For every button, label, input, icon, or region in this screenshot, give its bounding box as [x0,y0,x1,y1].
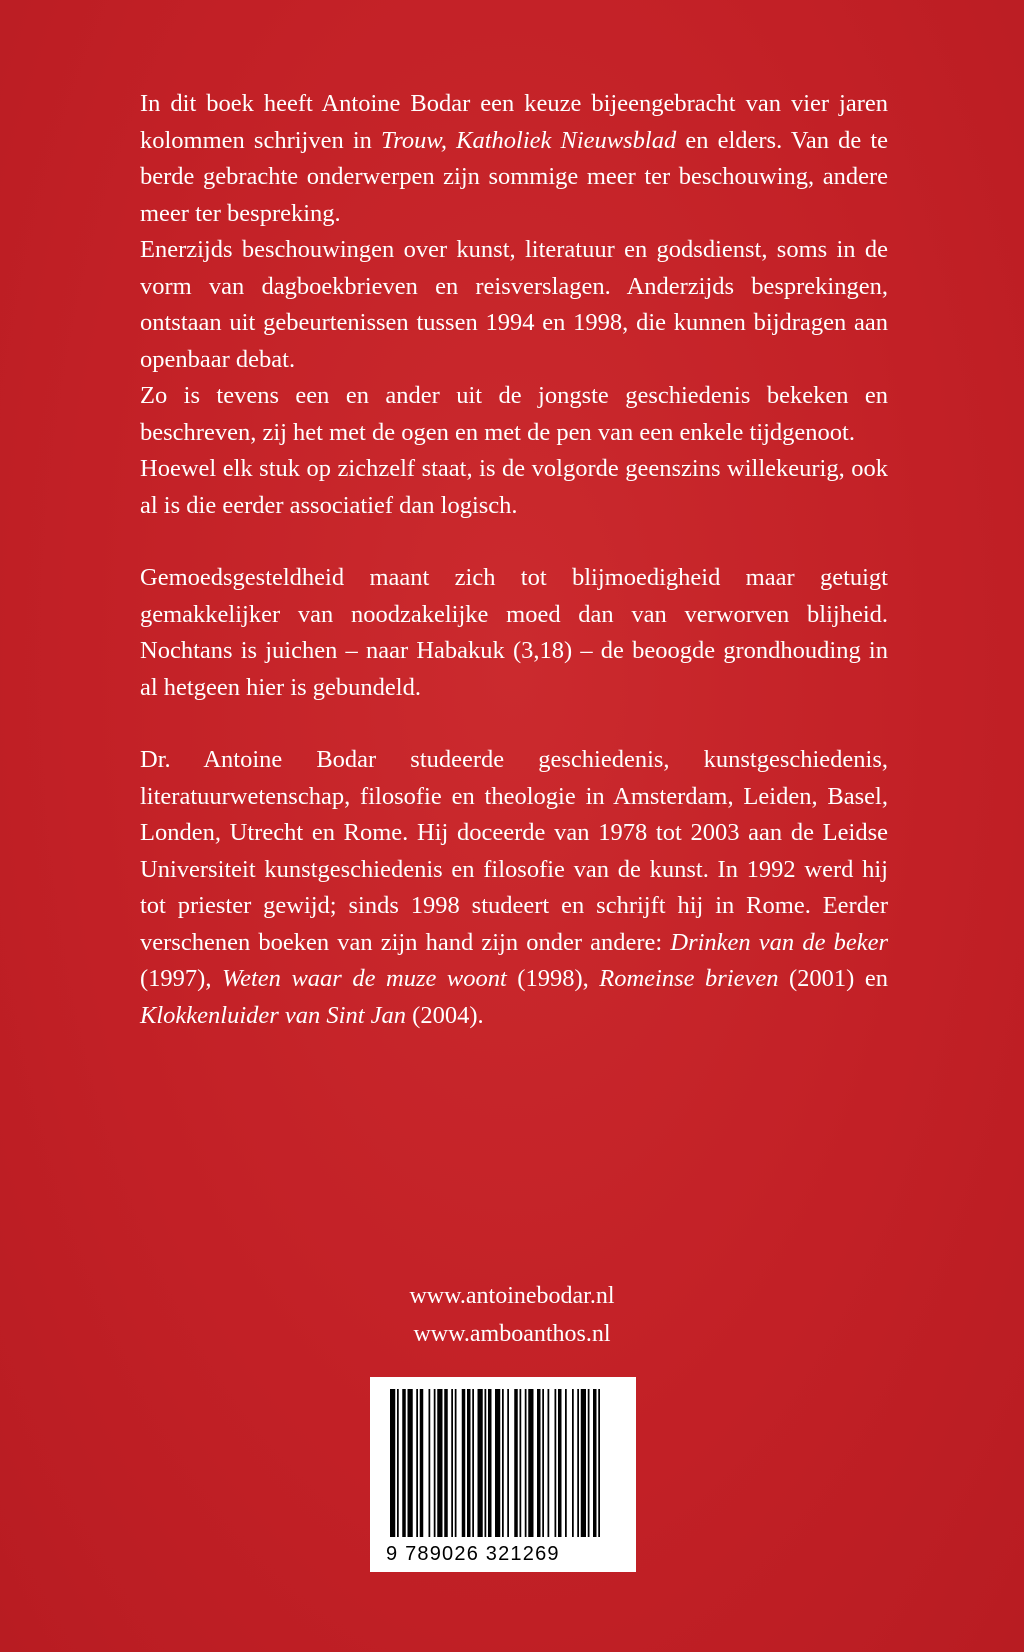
barcode-bar [495,1389,500,1537]
barcode-bar [485,1389,487,1537]
barcode-bar [525,1389,527,1537]
publisher-website[interactable]: www.amboanthos.nl [413,1321,611,1347]
barcode-bars [390,1389,600,1537]
blurb-text [140,86,888,1034]
barcode-bar [402,1389,406,1537]
barcode-bar [514,1389,518,1537]
barcode-bar [467,1389,471,1537]
barcode-bar [420,1389,424,1537]
paragraph: Dr. Antoine Bodar studeerde geschiedenis, kunstgeschiedenis, literatuurwetenschap, filosofie en theologie in Amsterdam, Leiden, Basel, Londen, Utrecht en Rome. Hij doceerde van 1978 tot 2003 aan de Leidse Universiteit kunstgeschiedenis en filosofie van de kunst. In 1992 werd hij tot priester gewijd; sinds 1998 studeert en schrijft hij in Rome. Eerder verschenen boeken van zijn hand zijn onder andere: Drinken van de beker (1997), Weten waar de muze woont (1998), Romeinse brieven (2001) en Klokkenluider van Sint Jan (2004). [140,746,888,1029]
barcode-bar [528,1389,533,1537]
barcode-bar [555,1389,557,1537]
barcode-bar [507,1389,509,1537]
barcode-bar [408,1389,413,1537]
barcode-bar [542,1389,544,1537]
title-italic: Weten waar de muze woont [221,965,507,992]
barcode-bar [416,1389,418,1537]
isbn-barcode [370,1377,636,1572]
barcode-bar [488,1389,492,1537]
barcode-bar [462,1389,466,1537]
paragraph-gap [140,706,888,742]
barcode-bar [434,1389,436,1537]
barcode-bar [397,1389,399,1537]
barcode-bar [537,1389,541,1537]
barcode-bar [444,1389,448,1537]
paragraph: Zo is tevens een en ander uit de jongste geschiedenis bekeken en beschreven, zij het met de ogen en met de pen van een enkele tijdgenoot. [140,382,888,446]
barcode-bar [593,1389,597,1537]
title-italic: Drinken van de beker [670,928,888,956]
barcode-bar [472,1389,474,1537]
barcode-bar [598,1389,600,1537]
barcode-bar [520,1389,522,1537]
title-italic: Klokkenluider van Sint Jan [140,1001,407,1029]
barcode-bar [577,1389,579,1537]
barcode-bar [451,1389,453,1537]
author-website[interactable]: www.antoinebodar.nl [409,1283,615,1309]
barcode-bar [455,1389,457,1537]
barcode-digits: 9 789026 321269 [386,1543,560,1565]
barcode-bar [558,1389,562,1537]
barcode-bar [390,1389,395,1537]
barcode-bar [572,1389,574,1537]
barcode-bar [437,1389,442,1537]
title-italic: Romeinse brieven [599,965,779,992]
barcode-bar [588,1389,590,1537]
barcode-graphic [370,1377,636,1572]
barcode-bar [429,1389,431,1537]
website-links [0,1277,1024,1353]
title-italic: Trouw, Katholiek Nieuwsblad [381,126,677,154]
barcode-bar [548,1389,550,1537]
paragraph-gap [140,524,888,560]
barcode-bar [502,1389,504,1537]
barcode-bar [565,1389,567,1537]
barcode-bar [581,1389,586,1537]
paragraph: Gemoedsgesteldheid maant zich tot blijmoedigheid maar getuigt gemakkelijker van noodzakelijke moed dan van verworven blijheid. Nochtans is juichen – naar Habakuk (3,18) – de beoogde grondhouding in al hetgeen hier is gebundeld. [140,564,888,701]
paragraph: In dit boek heeft Antoine Bodar een keuze bijeengebracht van vier jaren kolommen schrijven in Trouw, Katholiek Nieuwsblad en elders. Van de te berde gebrachte onderwerpen zijn sommige meer ter beschouwing, andere meer ter bespreking. [140,90,888,227]
paragraph: Enerzijds beschouwingen over kunst, literatuur en godsdienst, soms in de vorm van dagboekbrieven en reisverslagen. Anderzijds besprekingen, ontstaan uit gebeurtenissen tussen 1994 en 1998, die kunnen bijdragen aan openbaar debat. [140,236,888,373]
barcode-bar [478,1389,483,1537]
paragraph: Hoewel elk stuk op zichzelf staat, is de volgorde geenszins willekeurig, ook al is die eerder associatief dan logisch. [140,455,888,519]
